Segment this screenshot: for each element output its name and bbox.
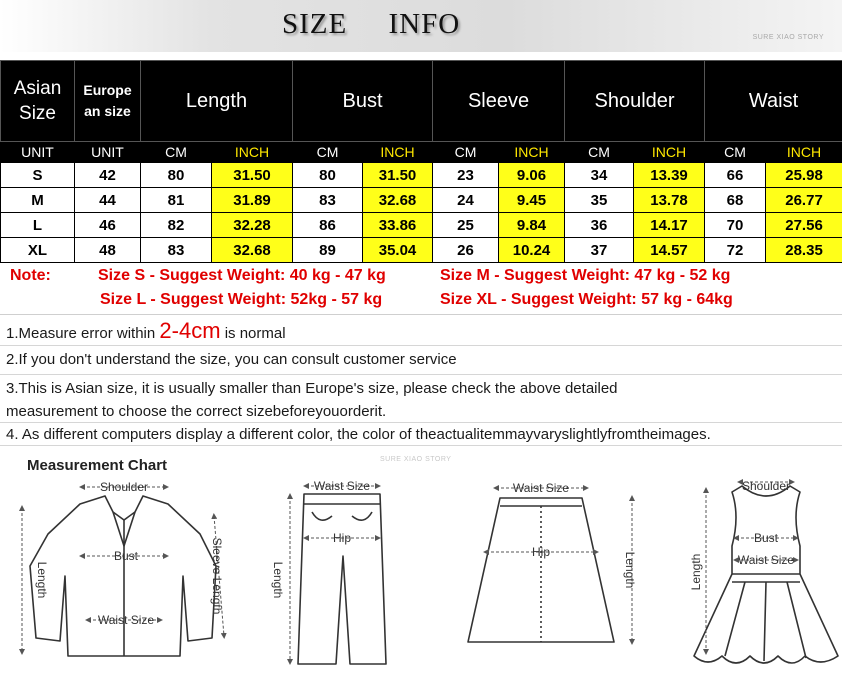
table-cell: 44 [75,188,141,213]
unit-cell: CM [705,142,766,163]
header-bust: Bust [293,61,433,142]
table-cell: 14.57 [634,238,705,263]
table-cell: 33.86 [363,213,433,238]
table-header-row [1,61,842,142]
shirt-bust-label: Bust [113,549,139,563]
table-cell: 13.39 [634,163,705,188]
table-cell: 31.50 [212,163,293,188]
note-size-s: Size S - Suggest Weight: 40 kg - 47 kg [98,267,386,284]
skirt-outline [468,498,614,642]
table-unit-row [1,142,842,163]
dress-waist-label: Waist Size [737,553,795,567]
info-line-3b: measurement to choose the correct sizebeforeyouorderit. [0,400,842,423]
unit-cell: INCH [363,142,433,163]
table-row [1,238,842,263]
table-cell: 35.04 [363,238,433,263]
dress-bust-label: Bust [753,531,779,545]
header-length: Length [141,61,293,142]
table-cell: 37 [565,238,634,263]
weight-note [0,263,842,315]
table-row [1,188,842,213]
note-label: Note: [10,267,51,284]
measure-error-range: 2-4cm [159,318,221,343]
header-europe-size: Europe an size [75,61,141,142]
header-waist: Waist [705,61,842,142]
table-cell: 46 [75,213,141,238]
note-size-l: Size L - Suggest Weight: 52kg - 57 kg [100,291,383,308]
table-cell: 70 [705,213,766,238]
table-cell: 31.89 [212,188,293,213]
unit-cell: UNIT [75,142,141,163]
table-cell: 86 [293,213,363,238]
table-cell: 25.98 [766,163,842,188]
note-size-m: Size M - Suggest Weight: 47 kg - 52 kg [440,267,731,284]
table-cell: 13.78 [634,188,705,213]
shirt-shoulder-label: Shoulder [99,480,149,494]
table-cell: 24 [433,188,499,213]
info-line-1-pre: 1.Measure error within [6,325,160,342]
info-line-3a: 3.This is Asian size, it is usually smaller than Europe's size, please check the above detailed [6,380,618,397]
unit-cell: INCH [212,142,293,163]
dress-outline [694,486,838,663]
shirt-waist-label: Waist Size [97,613,155,627]
table-cell: 83 [293,188,363,213]
table-cell: 48 [75,238,141,263]
size-table [0,60,842,263]
shirt-length-label: Length [35,561,49,599]
table-cell: 42 [75,163,141,188]
info-line-4: 4. As different computers display a different color, the color of theactualitemmayvaryslightlyfromtheimages. [0,423,842,446]
table-cell: 26 [433,238,499,263]
garment-diagrams [0,446,842,684]
title-banner [0,0,842,52]
table-cell: 10.24 [499,238,565,263]
unit-cell: CM [433,142,499,163]
unit-cell: UNIT [1,142,75,163]
table-cell: 68 [705,188,766,213]
pants-length-label: Length [271,561,285,599]
dress-shoulder-label: Shoulder [741,479,791,493]
unit-cell: CM [141,142,212,163]
unit-cell: CM [293,142,363,163]
table-row [1,213,842,238]
header-shoulder: Shoulder [565,61,705,142]
table-cell: M [1,188,75,213]
table-cell: 9.84 [499,213,565,238]
table-cell: 9.45 [499,188,565,213]
note-size-xl: Size XL - Suggest Weight: 57 kg - 64kg [440,291,733,308]
table-cell: 80 [293,163,363,188]
table-cell: 31.50 [363,163,433,188]
header-sleeve: Sleeve [433,61,565,142]
unit-cell: INCH [499,142,565,163]
pants-hip-label: Hip [332,531,352,545]
table-cell: 72 [705,238,766,263]
table-cell: 32.28 [212,213,293,238]
title-watermark: SURE XIAO STORY [752,34,824,41]
pants-waist-label: Waist Size [313,479,371,493]
table-cell: 14.17 [634,213,705,238]
table-cell: 89 [293,238,363,263]
unit-cell: INCH [634,142,705,163]
page-title: SIZE INFO [282,8,461,40]
table-cell: 82 [141,213,212,238]
table-cell: XL [1,238,75,263]
info-line-1-post: is normal [220,325,286,342]
table-cell: 32.68 [363,188,433,213]
table-cell: 66 [705,163,766,188]
chart-watermark: SURE XIAO STORY [380,456,452,463]
table-cell: L [1,213,75,238]
info-line-1 [0,316,842,346]
shirt-sleeve-label: Sleeve Length [210,537,224,615]
skirt-length-label: Length [623,551,637,589]
table-cell: 80 [141,163,212,188]
shirt-outline [30,496,216,656]
info-line-2: 2.If you don't understand the size, you can consult customer service [0,347,842,375]
table-cell: 35 [565,188,634,213]
measurement-chart [0,446,842,684]
dress-length-label: Length [689,553,703,591]
skirt-hip-label: Hip [531,545,551,559]
table-cell: 25 [433,213,499,238]
table-cell: 36 [565,213,634,238]
table-cell: 81 [141,188,212,213]
unit-cell: CM [565,142,634,163]
pants-outline [298,494,386,664]
measurement-chart-title: Measurement Chart [27,457,168,474]
table-cell: 28.35 [766,238,842,263]
header-asian-size: Asian Size [1,61,75,142]
table-cell: S [1,163,75,188]
table-cell: 83 [141,238,212,263]
skirt-waist-label: Waist Size [512,481,570,495]
table-cell: 26.77 [766,188,842,213]
table-cell: 23 [433,163,499,188]
unit-cell: INCH [766,142,842,163]
table-cell: 9.06 [499,163,565,188]
table-cell: 27.56 [766,213,842,238]
table-cell: 34 [565,163,634,188]
table-row [1,163,842,188]
table-cell: 32.68 [212,238,293,263]
